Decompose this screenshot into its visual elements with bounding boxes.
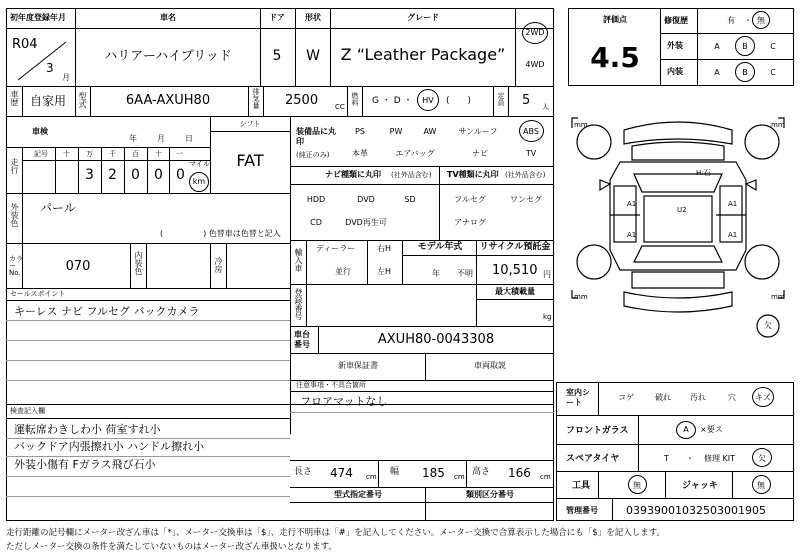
equip-abs: ABS — [523, 127, 539, 136]
shift-label: シフト — [239, 120, 261, 128]
repair-yes: 有 — [727, 16, 735, 25]
tv-fullseg: フルセグ — [454, 195, 486, 204]
fuel-paren: ( ) — [446, 96, 472, 106]
grade-value: Z “Leather Package” — [340, 45, 506, 64]
notes-label: 注意事項・不具合箇所 — [296, 381, 366, 389]
chassis-label: 車台番号 — [294, 330, 310, 349]
int-grade-b: B — [742, 68, 748, 77]
inspector-line-0: 運転席わきしわ小 荷室すれ小 — [14, 423, 161, 436]
import-right: 右H — [377, 244, 392, 253]
mm-rear-right: mm — [771, 293, 785, 301]
spare-kit: 修理 KIT — [704, 454, 736, 463]
equip-leather: 本革 — [352, 149, 368, 158]
capacity-value: 5 — [522, 93, 531, 108]
exterior-color-value: パール — [40, 201, 76, 215]
windshield-a: A — [683, 425, 689, 434]
width-label: 幅 — [390, 467, 400, 477]
capacity-unit: 人 — [542, 103, 549, 111]
seat-hole: 穴 — [728, 393, 736, 402]
height-value: 166 — [508, 466, 531, 480]
digit-head-3: 百 — [132, 150, 139, 158]
digit-1: 2 — [108, 167, 117, 183]
digit-head-2: 千 — [109, 150, 116, 158]
mark-left-rear: A1 — [627, 231, 637, 239]
tv-analog: アナログ — [454, 218, 486, 227]
mark-front-scratch: H:石 — [696, 169, 711, 177]
mm-front-right: mm — [771, 121, 785, 129]
displacement-unit: CC — [335, 103, 345, 111]
tools-label: 工具 — [572, 481, 591, 491]
jack-label: ジャッキ — [682, 481, 718, 491]
navi-hdd: HDD — [306, 195, 326, 204]
navi-cd: CD — [310, 218, 322, 227]
model-value: 6AA-AXUH80 — [125, 93, 211, 108]
digit-4: 0 — [176, 167, 185, 183]
class-label: 類別区分番号 — [466, 490, 514, 499]
ext-grade-a: A — [714, 42, 720, 51]
drive-4wd: 4WD — [525, 60, 545, 69]
repair-label: 修復歴 — [664, 16, 688, 25]
import-left: 左H — [377, 267, 392, 276]
int-grade-c: C — [770, 68, 776, 77]
digit-2: 0 — [131, 167, 140, 183]
mark-roof: U2 — [677, 206, 687, 214]
displacement-value: 2500 — [285, 93, 319, 108]
reg-month: 3 — [46, 61, 54, 75]
equipment-label: 装備品に丸印 — [296, 127, 336, 147]
recycle-value: 10,510 — [492, 263, 538, 278]
tv-sub: (社外品含む) — [505, 171, 546, 179]
exterior-color-note: ( ) 色替車は色替と記入 — [160, 229, 281, 238]
digit-0: 3 — [85, 167, 94, 183]
inspector-label: 検査記入欄 — [10, 407, 45, 415]
type-cert-label: 型式指定番号 — [334, 490, 382, 499]
footer-line-2: ただしメーター交換の条件を満たしていないものはメーター改ざん車扱いとなります。 — [6, 542, 337, 552]
spare-t: T — [664, 454, 669, 463]
equip-pw: PW — [389, 127, 403, 136]
seat-dirt: 汚れ — [690, 393, 706, 402]
spare-label: スペアタイヤ — [566, 454, 620, 464]
width-unit: cm — [454, 473, 465, 481]
seat-burn: コゲ — [618, 393, 634, 402]
navi-dvd: DVD — [357, 195, 375, 204]
jack-none: 無 — [757, 481, 765, 490]
chassis-value: AXUH80-0043308 — [377, 332, 495, 347]
cooler-label: 冷房 — [214, 257, 223, 273]
inspection-label: 車検 — [32, 127, 48, 136]
mark-left-door: A1 — [627, 200, 637, 208]
mile-label: マイル — [189, 160, 210, 168]
windshield-ng: ×要ス — [700, 425, 723, 434]
manual-label: 車両取説 — [474, 361, 506, 370]
ext-grade-c: C — [770, 42, 776, 51]
equipment-sub: (純正のみ) — [296, 151, 330, 159]
reg-month-unit: 月 — [62, 73, 70, 82]
fuel-hv: HV — [422, 96, 434, 105]
height-unit: cm — [540, 473, 551, 481]
import-parallel: 並行 — [335, 267, 351, 276]
height-label: 高さ — [472, 467, 491, 477]
control-label: 管理番号 — [566, 506, 598, 515]
shape-value: W — [306, 48, 320, 64]
import-dealer: ディーラー — [316, 244, 356, 253]
mm-front-left: mm — [574, 121, 588, 129]
max-load-unit: kg — [543, 313, 552, 321]
grade-label: グレード — [407, 13, 439, 22]
mark-right-door: A1 — [728, 200, 738, 208]
equip-aw: AW — [423, 127, 437, 136]
recycle-label: リサイクル預託金 — [479, 242, 551, 252]
inspection-year: 年 — [129, 134, 137, 143]
equip-airbag: エアバッグ — [395, 149, 435, 158]
tv-label: TV種類に丸印 — [447, 170, 499, 179]
inspector-line-1: バックドア内張擦れ小 ハンドル擦れ小 — [14, 440, 205, 453]
fuel-options: G ・ D ・ — [372, 96, 413, 106]
notes-value: フロアマットなし — [300, 395, 388, 408]
navi-label: ナビ種類に丸印 — [325, 170, 381, 179]
model-label: 型式 — [78, 92, 87, 108]
mileage-label: 走行 — [10, 158, 19, 174]
mark-missing: 欠 — [764, 321, 772, 330]
repair-dot: ・ — [744, 16, 752, 25]
equip-ps: PS — [355, 127, 365, 136]
inspection-day: 日 — [185, 134, 193, 143]
seat-label: 室内シート — [566, 388, 590, 408]
ext-grade-b: B — [742, 42, 748, 51]
mm-rear-left: mm — [574, 293, 588, 301]
navi-sd: SD — [404, 195, 416, 204]
exterior-color-label: 外装色 — [10, 203, 19, 227]
int-grade-a: A — [714, 68, 720, 77]
sales-point-label: セールスポイント — [10, 290, 66, 298]
inspector-line-2: 外装小傷有 Fガラス飛び石小 — [14, 458, 156, 471]
usage-label: 車歴 — [10, 90, 19, 106]
doors-value: 5 — [272, 48, 282, 64]
control-value: 03939001032503001905 — [626, 504, 766, 517]
equip-navi: ナビ — [472, 149, 488, 158]
exterior-grade-label: 外装 — [667, 41, 683, 50]
capacity-label: 定員 — [497, 92, 505, 106]
length-label: 長さ — [294, 467, 313, 477]
equip-tv: TV — [525, 149, 537, 158]
tv-oneseg: ワンセグ — [510, 195, 542, 204]
footer-line-1: 走行距離の記号欄にメーター改ざん車は「*」、メーター交換車は「$」、走行不明車は「#」を記入してください。メーター交換で合算表示した場合にも「$」を記入します。 — [6, 528, 666, 538]
width-value: 185 — [422, 466, 445, 480]
car-diagram — [562, 100, 796, 386]
warranty-label: 新車保証書 — [338, 361, 378, 370]
tools-none: 無 — [633, 481, 641, 490]
shape-label: 形状 — [305, 13, 321, 22]
digit-head-1: 万 — [86, 150, 93, 158]
km-unit: km — [192, 177, 206, 186]
spare-missing: 欠 — [758, 454, 766, 463]
repair-no: 無 — [757, 16, 765, 25]
model-year-label: モデル年式 — [417, 242, 463, 252]
interior-grade-label: 内装 — [667, 67, 683, 76]
mark-right-rear: A1 — [728, 231, 738, 239]
reg-era: R04 — [12, 37, 38, 52]
seat-tear: 破れ — [655, 393, 671, 402]
reg-no-label: 登録番号 — [294, 288, 303, 320]
length-value: 474 — [330, 466, 353, 480]
score-label: 評価点 — [603, 15, 627, 24]
interior-color-label: 内装色 — [134, 251, 143, 275]
model-year-value: 不明 — [457, 269, 473, 278]
length-unit: cm — [366, 473, 377, 481]
sales-point-value: キーレス ナビ フルセグ バックカメラ — [14, 305, 200, 318]
import-label: 輸入車 — [294, 248, 303, 272]
mileage-code-label: 記号 — [34, 150, 48, 158]
navi-dvd-play: DVD再生可 — [345, 218, 387, 227]
digit-3: 0 — [154, 167, 163, 183]
score-value: 4.5 — [590, 41, 640, 74]
seat-scratch: キズ — [755, 393, 771, 402]
equip-sunroof: サンルーフ — [458, 127, 498, 136]
color-no-label: カラーNo. — [9, 255, 23, 277]
windshield-label: フロントガラス — [566, 426, 629, 436]
car-name-label: 車名 — [160, 13, 176, 22]
digit-head-4: 十 — [155, 150, 162, 158]
model-year-unit: 年 — [432, 269, 440, 278]
digit-head-0: 十 — [63, 150, 70, 158]
max-load-label: 最大積載量 — [495, 287, 535, 296]
reg-year-label: 初年度登録年月 — [10, 13, 66, 22]
digit-head-5: 一 — [176, 150, 183, 158]
usage-value: 自家用 — [30, 94, 67, 108]
car-name: ハリアーハイブリッド — [104, 49, 232, 64]
spare-dot: ・ — [686, 454, 694, 463]
color-no-value: 070 — [65, 259, 91, 274]
door-label: ドア — [269, 13, 285, 22]
recycle-unit: 円 — [543, 270, 551, 279]
inspection-month: 月 — [157, 134, 165, 143]
navi-sub: (社外品含む) — [391, 171, 432, 179]
fuel-label: 燃料 — [351, 92, 359, 106]
drive-2wd: 2WD — [525, 28, 545, 37]
displacement-label: 排気量 — [252, 88, 260, 109]
shift-value: FAT — [236, 151, 264, 170]
